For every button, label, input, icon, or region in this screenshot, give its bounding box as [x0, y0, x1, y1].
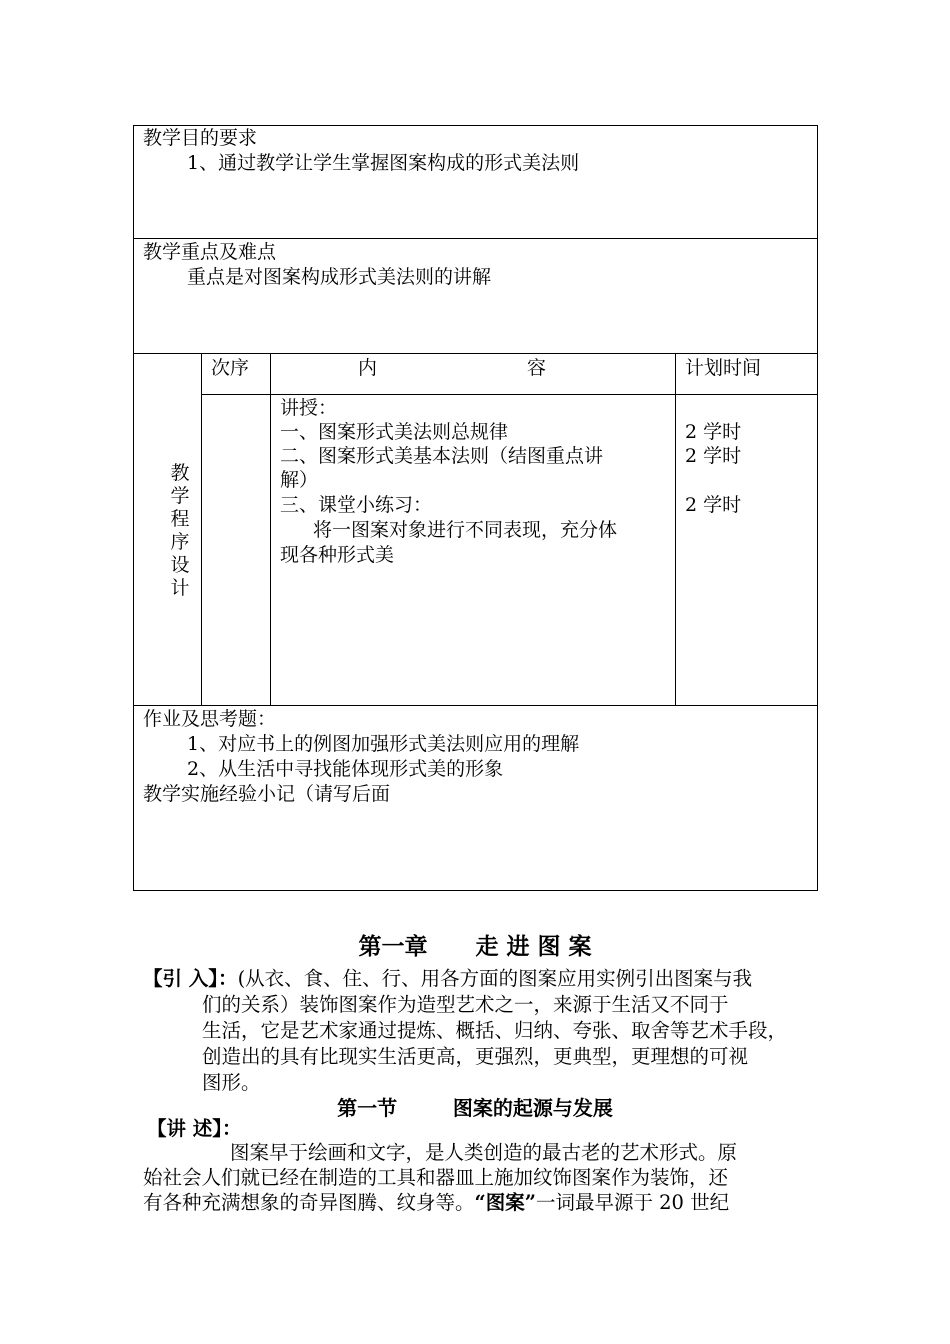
column-divider — [270, 353, 271, 705]
row-divider — [133, 238, 818, 239]
col-content-header-left: 内 — [358, 357, 378, 379]
lecture-text: 有各种充满想象的奇异图腾、纹身等。 — [143, 1191, 475, 1214]
section-number: 第一节 — [337, 1096, 398, 1120]
procedure-label-char: 学 — [170, 485, 190, 507]
intro-line: 们的关系）装饰图案作为造型艺术之一，来源于生活又不同于 — [202, 993, 729, 1016]
row-divider — [133, 705, 818, 706]
intro-line: (从衣、食、住、行、用各方面的图案应用实例引出图案与我 — [237, 967, 753, 990]
homework-item: 1、对应书上的例图加强形式美法则应用的理解 — [187, 733, 580, 755]
procedure-label-char: 设 — [170, 554, 190, 576]
lecture-line-last — [143, 1190, 729, 1216]
intro-first-line — [143, 966, 752, 992]
content-line: 将一图案对象进行不同表现，充分体 — [313, 519, 618, 541]
procedure-label-char: 序 — [170, 531, 190, 553]
homework-label: 作业及思考题： — [143, 708, 277, 730]
content-line: 三、课堂小练习： — [280, 494, 433, 516]
time-value: 2 学时 — [685, 445, 742, 467]
lecture-line: 始社会人们就已经在制造的工具和器皿上施加纹饰图案作为装饰，还 — [143, 1166, 729, 1189]
homework-item: 2、从生活中寻找能体现形式美的形象 — [187, 758, 504, 780]
lecture-tag: 【讲 述】 — [147, 1117, 223, 1140]
intro-line: 创造出的具有比现实生活更高，更强烈，更典型，更理想的可视 — [202, 1045, 749, 1068]
time-value: 2 学时 — [685, 421, 742, 443]
intro-line: 生活，它是艺术家通过提炼、概括、归纳、夸张、取舍等艺术手段， — [202, 1019, 788, 1042]
procedure-label-char: 教 — [170, 462, 190, 484]
col-content-header-right: 容 — [527, 357, 547, 379]
column-divider — [201, 353, 202, 705]
lecture-heading — [147, 1116, 242, 1142]
content-line: 一、图案形式美法则总规律 — [280, 421, 509, 443]
chapter-heading — [0, 928, 950, 961]
lecture-text: 一词最早源于 20 世纪 — [535, 1191, 730, 1214]
row-divider — [133, 353, 818, 354]
focus-label: 教学重点及难点 — [143, 241, 277, 263]
content-line: 讲授： — [280, 397, 338, 419]
time-value: 2 学时 — [685, 494, 742, 516]
lecture-colon: ： — [222, 1117, 242, 1140]
col-order-header: 次序 — [211, 357, 250, 379]
chapter-title: 走 进 图 案 — [475, 933, 592, 960]
content-line: 二、图案形式美基本法则（结图重点讲 — [280, 445, 604, 467]
lecture-term-bold: “图案” — [474, 1191, 536, 1214]
intro-colon: ： — [218, 967, 238, 990]
row-divider — [201, 394, 818, 395]
section-heading — [0, 1092, 950, 1121]
objectives-label: 教学目的要求 — [143, 127, 258, 149]
procedure-vertical-label — [169, 462, 191, 600]
col-time-header: 计划时间 — [685, 357, 762, 379]
procedure-label-char: 程 — [170, 508, 190, 530]
intro-tag: 【引 入】 — [143, 967, 219, 990]
focus-item: 重点是对图案构成形式美法则的讲解 — [187, 266, 492, 288]
column-divider — [675, 353, 676, 705]
intro-line: 图形。 — [202, 1071, 261, 1094]
content-line: 现各种形式美 — [280, 544, 395, 566]
procedure-label-char: 计 — [170, 577, 190, 599]
objectives-item: 1、通过教学让学生掌握图案构成的形式美法则 — [187, 152, 580, 174]
chapter-number: 第一章 — [358, 933, 428, 960]
notes-label: 教学实施经验小记（请写后面 — [143, 783, 391, 805]
content-line: 解） — [280, 469, 319, 491]
lecture-line: 图案早于绘画和文字，是人类创造的最古老的艺术形式。原 — [230, 1141, 738, 1164]
section-title: 图案的起源与发展 — [452, 1096, 613, 1120]
